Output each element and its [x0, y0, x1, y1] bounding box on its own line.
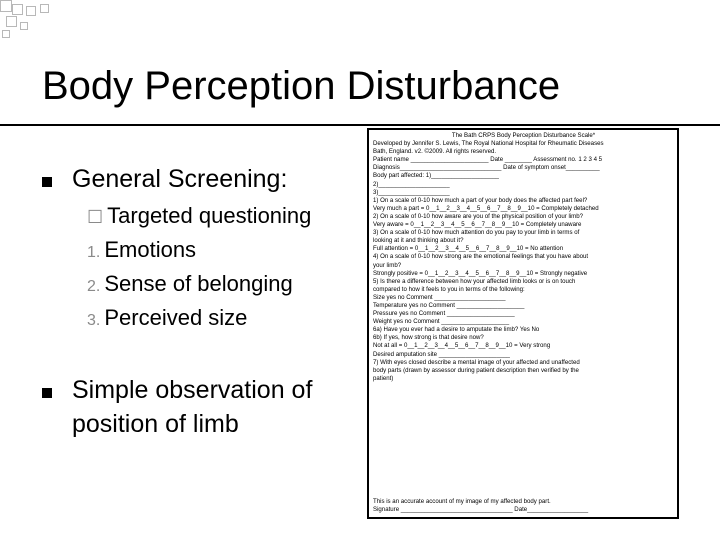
form-line: Full attention = 0__1__2__3__4__5__6__7__8__9__10 = No attention	[373, 245, 564, 253]
bath-crps-scale-form	[367, 128, 679, 519]
form-line: 2) On a scale of 0-10 how aware are you of the physical position of your limb?	[373, 212, 584, 220]
form-footer	[373, 498, 588, 514]
form-line: 5) Is there a difference between how your affected limb looks or is on touch	[373, 277, 576, 285]
form-line: 1) On a scale of 0-10 how much a part of your body does the affected part feel?	[373, 196, 588, 204]
form-line: 3)_____________________	[373, 188, 450, 196]
sub-item-emotions: 1. Emotions	[87, 237, 197, 262]
sub-item-targeted-questioning: ☐ Targeted questioning	[87, 203, 312, 228]
form-line: looking at it and thinking about it?	[373, 237, 464, 245]
form-line: Patient name _______________________ Date ________ Assessment no. 1 2 3 4 5	[373, 156, 603, 164]
form-line: Strongly positive = 0__1__2__3__4__5__6__7__8__9__10 = Strongly negative	[373, 269, 588, 277]
form-line: Pressure yes no Comment ____________________	[373, 310, 515, 318]
form-body	[373, 140, 674, 383]
form-line: Not at all = 0__1__2__3__4__5__6__7__8__9__10 = Very strong	[373, 342, 551, 350]
form-line: Desired amputation site _____________________	[373, 350, 510, 358]
form-line: Diagnosis______________________________ Date of symptom onset__________	[373, 164, 600, 172]
form-line: 6a) Have you ever had a desire to amputate the limb? Yes No	[373, 326, 540, 334]
form-line: 7) With eyes closed describe a mental image of your affected and unaffected	[373, 358, 580, 366]
form-line: 4) On a scale of 0-10 how strong are the emotional feelings that you have about	[373, 253, 589, 261]
form-footer-line: This is an accurate account of my image of my affected body part.	[373, 497, 551, 505]
form-line: Weight yes no Comment ____________________	[373, 318, 510, 326]
form-line: compared to how it feels to you in terms of the following:	[373, 285, 525, 293]
form-line: your limb?	[373, 261, 402, 269]
square-bullet-icon	[42, 388, 52, 398]
form-line: Developed by Jennifer S. Lewis, The Royal National Hospital for Rheumatic Diseases	[373, 140, 604, 148]
square-bullet-icon	[42, 177, 52, 187]
form-line: Very aware = 0__1__2__3__4__5__6__7__8__9__10 = Completely unaware	[373, 221, 582, 229]
corner-decoration	[0, 0, 60, 50]
form-line: 3) On a scale of 0-10 how much attention do you pay to your limb in terms of	[373, 229, 580, 237]
form-line: Very much a part = 0__1__2__3__4__5__6__7__8__9__10 = Completely detached	[373, 204, 599, 212]
form-line: 2)_____________________	[373, 180, 450, 188]
form-line: Bath, England. v2. ©2009. All rights reserved.	[373, 148, 497, 156]
form-title: The Bath CRPS Body Perception Disturbance Scale*	[451, 132, 596, 139]
slide-title: Body Perception Disturbance	[42, 64, 561, 108]
form-line: body parts (drawn by assessor during patient description then verified by the	[373, 366, 579, 374]
bullet-general-screening: General Screening:	[72, 165, 288, 193]
title-underline	[0, 124, 720, 126]
bullet-simple-observation: Simple observation of position of limb	[72, 376, 313, 438]
form-line: patient)	[373, 374, 394, 382]
form-line: 6b) If yes, how strong is that desire now?	[373, 334, 484, 342]
form-line: Size yes no Comment _____________________	[373, 293, 506, 301]
sub-item-perceived-size: 3. Perceived size	[87, 305, 248, 330]
form-signature-line: Signature _________________________________ Date__________________	[373, 505, 589, 513]
sub-item-sense-of-belonging: 2. Sense of belonging	[87, 271, 293, 296]
checkbox-bullet-icon: ☐	[87, 207, 104, 227]
form-line: Temperature yes no Comment ____________________	[373, 301, 525, 309]
form-line: Body part affected: 1)____________________	[373, 172, 499, 180]
